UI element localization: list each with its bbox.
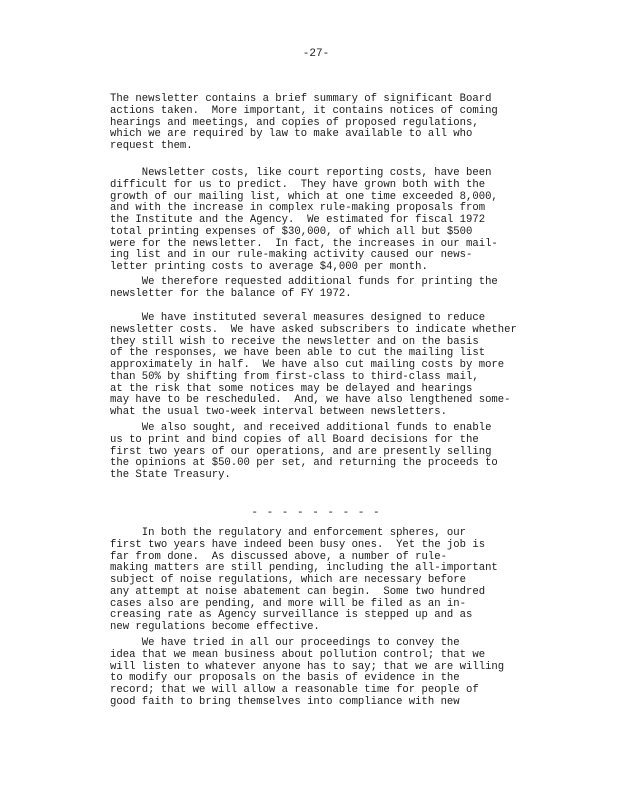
paragraph-board-decisions: We also sought, and received additional funds to enable us to print and bind copies of all Board decisions for the first two years of our operations, and are presently selling the opinions at $50.00 per set, and returning the proceeds to the State Treasury. bbox=[110, 422, 498, 481]
paragraph-cost-measures: We have instituted several measures designed to reduce newsletter costs. We have asked subscribers to indicate whether they still wish to receive the newsletter and on the basis of the responses, we have been able to cut the mailing list approximately in half. We have also cut mailing costs by more than 50% by shifting from first-class to third-class mail, at the risk that some notices may be delayed and hearings may have to be rescheduled. And, we have also lengthened some- what the usual two-week interval between newsletters. bbox=[110, 312, 517, 418]
paragraph-newsletter-costs: Newsletter costs, like court reporting costs, have been difficult for us to predict. They have grown both with the growth of our mailing list, which at one time exceeded 8,000, and with the increase in complex rule-making proposals from the Institute and the Agency. We estimated for fiscal 1972 total printing expenses of $30,000, of which all but $500 were for the newsletter. In fact, the increases in our mail- ing list and in our rule-making activity caused our news- letter printing costs to average $4,000 per month. bbox=[110, 167, 498, 273]
page-number: -27- bbox=[302, 48, 330, 60]
section-divider: - - - - - - - - - bbox=[251, 507, 381, 519]
paragraph-additional-funds: We therefore requested additional funds for printing the newsletter for the balance of FY 1972. bbox=[110, 276, 498, 300]
paragraph-regulatory-enforcement: In both the regulatory and enforcement spheres, our first two years have indeed been busy ones. Yet the job is far from done. As discussed above, a number of rule- making matters are still pending, including the all-important subject of noise regulations, which are necessary before any attempt at noise abatement can begin. Some two hundred cases also are pending, and more will be filed as an in- creasing rate as Agency surveillance is stepped up and as new regulations become effective. bbox=[110, 527, 498, 633]
paragraph-newsletter-contents: The newsletter contains a brief summary of significant Board actions taken. More important, it contains notices of coming hearings and meetings, and copies of proposed regulations, which we are required by law to make available to all who request them. bbox=[110, 93, 498, 152]
paragraph-proceedings: We have tried in all our proceedings to convey the idea that we mean business about pollution control; that we will listen to whatever anyone has to say; that we are willing to modify our proposals on the basis of evidence in the record; that we will allow a reasonable time for people of good faith to bring themselves into compliance with new bbox=[110, 637, 505, 708]
